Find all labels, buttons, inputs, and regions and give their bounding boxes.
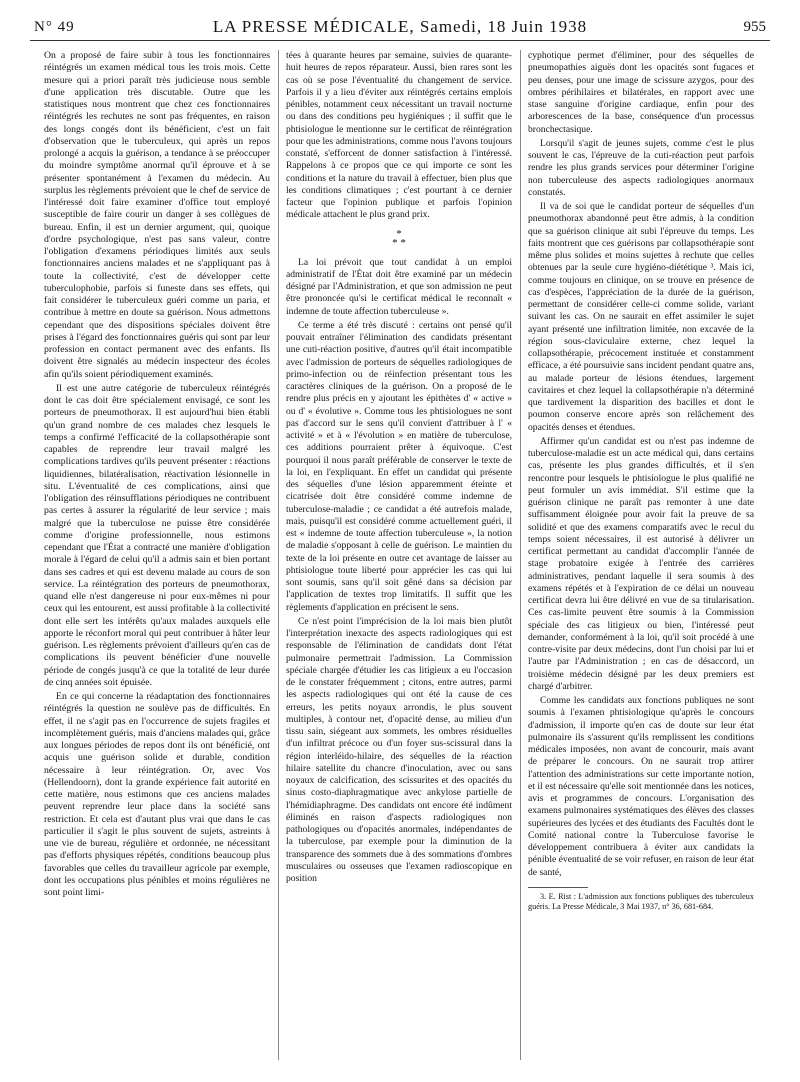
column-1	[44, 50, 270, 899]
column-rule	[520, 50, 521, 1060]
journal-title: LA PRESSE MÉDICALE, Samedi, 18 Juin 1938	[212, 17, 588, 36]
column-3	[528, 50, 754, 912]
paragraph: Lorsqu'il s'agit de jeunes sujets, comme c'est le plus souvent le cas, l'épreuve de la cuti-réaction peut parfois rendre les plus grands services pour déterminer l'origine non tuberculeuse des aspects radiologiques anormaux constatés.	[528, 137, 754, 198]
section-separator: * * *	[392, 227, 406, 249]
footnote-rule	[528, 887, 588, 888]
paragraph: La loi prévoit que tout candidat à un emploi administratif de l'État doit être examiné par un médecin désigné par l'Administration, et que son admission ne peut être prononcée qu'si le certificat médical le reconnaît « indemne de toute affection tuberculeuse ».	[286, 256, 512, 317]
paragraph: Comme les candidats aux fonctions publiques ne sont soumis à l'examen phtisiologique qu'après le concours d'admission, il importe qu'en cas de doute sur leur état pulmonaire ils s'assurent qu'ils remplissent les conditions médicales imposées, non avant de concourir, mais avant de préparer le concours. On ne saurait trop attirer l'attention des administrations sur cette importante notion, et il est nécessaire qu'elle soit mentionnée dans les notices, avis et programmes de concours. L'organisation des examens pulmonaires systématiques des élèves des classes supérieures des lycées et des étudiants des Facultés dont le Comité national contre la Tuberculose favorise le développement contribuera à éviter aux candidats la pénible éventualité de se voir refuser, en raison de leur état de santé,	[528, 695, 754, 878]
paragraph: Il est une autre catégorie de tuberculeux réintégrés dont le cas doit être spécialement envisagé, ce sont les porteurs de pneumothorax. Il est aujourd'hui bien établi qu'un grand nombre de ces malades chez lesquels le temps a confirmé l'efficacité de la collapsothérapie sont capables de reprendre leur travail malgré les complications tardives qu'ils peuvent présenter : réactions liquidiennes, bilatéralisation, réactivation lésionnelle in situ. L'éventualité de ces complications, ainsi que l'obligation des réinsufflations périodiques ne contribuent pas certes à assurer la régularité de leur service ; mais malgré que la tuberculose ne puisse être considérée comme d'origine professionnelle, nous estimons cependant que l'État a contracté une manière d'obligation morale à l'égard de celui qu'il a admis sain et bien portant dans ses cadres et qui est devenu malade au cours de son service. La réintégration des porteurs de pneumothorax, quand elle n'est dangereuse ni pour eux-mêmes ni pour ceux qui les entourent, est aussi profitable à la collectivité dont elle sert les intérêts qu'aux malades auxquels elle apporte le réconfort moral qui peut contribuer à hâter leur guérison. Les règlements prévoient d'ailleurs qu'en cas de complications ils peuvent bénéficier d'une nouvelle période de congés jusqu'à ce que la totalité de leur durée de cinq années soit épuisée.	[44, 382, 270, 688]
paragraph: On a proposé de faire subir à tous les fonctionnaires réintégrés un examen médical tous les trois mois. Cette mesure qui a priori paraît très judicieuse nous semble d'une application très discutable. Outre que les statistiques nous montrent que chez ces fonctionnaires réintégrés les rechutes ne sont pas fréquentes, en raison des longs congés dont ils bénéficient, c'est un fait d'observation que le tuberculeux, qui après un repos prolongé a acquis la guérison, a tendance à se préoccuper du moindre symptôme anormal qu'il éprouve et à se présenter spontanément à l'examen du médecin. Au surplus les règlements prévoient que le chef de service de l'intéressé doit faire examiner d'office tout employé susceptible de faire courir un danger à ses collègues de bureau. Enfin, il est un dernier argument, qui, quoique d'ordre psychologique, n'est pas sans valeur, contre l'obligation d'examens périodiques limités aux seuls fonctionnaires anciens malades et ne s'appliquant pas à toute la collectivité, c'est de développer cette tuberculophobie, parfois si funeste dans ses effets, qui fait considérer le tuberculeux guéri comme un paria, et contribue à mettre en doute sa guérison. Nous admettons cependant que des dispositions spéciales doivent être prises à l'égard des fonctionnaires guéris qui sont par leur profession en contact permanent avec des enfants. Ils doivent être signalés au médecin inspecteur des écoles afin qu'ils soient périodiquement examinés.	[44, 50, 270, 380]
column-rule	[278, 50, 279, 1060]
paragraph: Ce n'est point l'imprécision de la loi mais bien plutôt l'interprétation inexacte des aspects radiologiques qui est responsable de l'élimination de candidats dont l'état pulmonaire permettrait l'admission. La Commission spéciale chargée d'étudier les cas litigieux a eu l'occasion de le constater fréquemment ; citons, entre autres, parmi les aspects radiologiques qui ont été la cause de ces erreurs, les petits noyaux arrondis, le plus souvent multiples, à contour net, d'opacité dense, au milieu d'un tissu sain, siégeant aux sommets, les ombres résiduelles d'un infiltrat précoce ou d'un foyer sus-scissural dans la région interléido-hilaire, des séquelles de la réaction hilaire satellite du chancre d'inoculation, avec ou sans noyaux de calcification, des scissurites et des opacités du sinus costo-diaphragmatique avec ankylose partielle de l'hémidiaphragme. Des candidats ont encore été indûment éliminés en raison d'aspects radiologiques non pathologiques ou d'opacités anormales, indépendantes de la tuberculose, par exemple pour la diminution de la transparence des sommets due à des sommations d'ombres musculaires ou osseuses que l'examen radioscopique en position	[286, 615, 512, 884]
paragraph: tées à quarante heures par semaine, suivies de quarante-huit heures de repos réparateur. Aussi, bien rares sont les cas où se pose l'éventualité du changement de service. Parfois il y a lieu d'éviter aux réintégrés certains emplois pénibles, notamment ceux nécessitant un travail nocturne ou dans des conditions peu hygiéniques ; il suffit que le phtisiologue le mentionne sur le certificat de réintégration pour que les administrations, comme nous l'avons toujours constaté, s'efforcent de donner satisfaction à l'intéressé. Rappelons à ce propos que ce qui importe ce sont les conditions et la nature du travail à effectuer, bien plus que les conditions climatiques ; c'est pourtant à ce dernier facteur que l'opinion publique et parfois l'opinion médicale attachent le plus grand prix.	[286, 50, 512, 221]
paragraph: cyphotique permet d'éliminer, pour des séquelles de pneumopathies aiguës dont les opacités sont fugaces et peu denses, pour une image de scissure azygos, pour des ombres périhilaires et bilatérales, en rapport avec une stase sanguine d'origine cardiaque, enfin pour des arborescences de la base, conséquence d'un processus bronchectasique.	[528, 50, 754, 135]
paragraph: Ce terme a été très discuté : certains ont pensé qu'il pouvait entraîner l'élimination des candidats présentant une cuti-réaction positive, d'autres qu'il était incompatible avec l'admission de porteurs de séquelles radiologiques de primo-infection ou de réinfection présentant tous les caractères cliniques de la guérison. On a proposé de le rendre plus précis en y ajoutant les épithètes d' « active » ou d' « évolutive ». Comme tous les phtisiologues ne sont pas d'accord sur le sens qu'il convient d'attribuer à l' « activité » et à « l'évolution » en matière de tuberculose, ces additions pourraient prêter à équivoque. C'est pourquoi il nous paraît préférable de conserver le texte de la loi, en l'expliquant. En effet un candidat qui présente des séquelles d'une lésion apparemment éteinte et cicatrisée doit être considéré comme indemne de tuberculose-maladie ; ce candidat a été autrefois malade, mais, puisqu'il est considéré comme actuellement guéri, il est « indemne de toute affection tuberculeuse », la notion de maladie s'opposant à celle de guérison. Le maintien du texte de la loi présente en outre cet avantage de laisser au phtisiologue toute liberté pour apprécier les cas qui lui sont soumis, sans qu'il soit gêné dans sa décision par l'application de textes trop limitatifs. Il suffit que les règlements d'application en précisent le sens.	[286, 319, 512, 613]
paragraph: En ce qui concerne la réadaptation des fonctionnaires réintégrés la question ne soulève pas de difficultés. En effet, il ne s'agit pas en l'occurrence de sujets fragiles et incomplètement guéris, mais d'anciens malades qui, grâce aux longues périodes de repos dont ils ont bénéficié, ont acquis une guérison solide et durable, condition nécessaire à leur réintégration. Or, avec Vos (Hellendoorn), dont la grande expérience fait autorité en cette matière, nous estimons que ces anciens malades peuvent reprendre leur place dans la société sans restriction. Et cela est d'autant plus vrai que dans le cas particulier il s'agit le plus souvent de sujets, astreints à une vie de bureau, régulière et ordonnée, ne nécessitant pas d'efforts physiques répétés, conditions beaucoup plus favorables que celles du travailleur agricole par exemple, dont les occupations plus pénibles et moins régulières ne sont point limi-	[44, 691, 270, 898]
footnote: 3. E. Rist : L'admission aux fonctions publiques des tuberculeux guéris. La Presse Médicale, 3 Mai 1937, n° 36, 681-684.	[528, 891, 754, 911]
paragraph: Il va de soi que le candidat porteur de séquelles d'un pneumothorax abandonné peut être admis, à la condition que sa guérison clinique ait subi l'épreuve du temps. Les faits montrent que ces guérisons par collapsothérapie sont même plus solides et moins sujettes à rechute que celles obtenues par la seule cure hygiéno-diététique ³. Mais ici, comme toujours en clinique, on se trouve en présence de cas d'espèces, l'appréciation de la durée de la guérison, permettant de considérer celle-ci comme solide, variant suivant les cas. On ne saurait en effet assimiler le sujet ayant présenté une infiltration limitée, non excavée de la région sous-claviculaire externe, chez lequel la collapsothérapie, précocement instituée et constamment efficace, a été poursuivie sans incident pendant quatre ans, au malade porteur de lésions étendues, largement cavitaires et chez lequel la collapsothérapie n'a déterminé que tardivement la disparition des bacilles et dont le poumon conserve encore après son relâchement des opacités denses et étendues.	[528, 201, 754, 433]
running-header	[30, 14, 770, 41]
issue-number: N° 49	[34, 19, 75, 35]
page-number: 955	[743, 19, 766, 35]
column-2	[286, 50, 512, 885]
paragraph: Affirmer qu'un candidat est ou n'est pas indemne de tuberculose-maladie est un acte médical qui, dans certains cas, présente les plus grandes difficultés, et il s'en rencontre pour lesquels le phtisiologue le plus qualifié ne peut formuler un avis immédiat. S'il estime que la guérison clinique ne paraît pas remonter à une date suffisamment éloignée pour avoir fait la preuve de sa solidité et que des examens comparatifs avec le recul du temps soient nécessaires, il est autorisé à délivrer un certificat permettant au candidat d'accomplir l'année de stage probatoire exigée à l'entrée des carrières administratives, pendant laquelle il sera soumis à des examens répétés et à l'expiration de ce délai un nouveau certificat devra lui être délivré en vue de sa titularisation. Ces cas-limite peuvent être soumis à la Commission spéciale des cas litigieux ou bien, l'intéressé peut demander, conformément à la loi, qu'il soit procédé à une contre-visite par deux médecins, dont l'un choisi par lui et l'autre par l'Administration ; en cas de désaccord, un troisième médecin désigné par les deux premiers est chargé d'arbitrer.	[528, 435, 754, 692]
